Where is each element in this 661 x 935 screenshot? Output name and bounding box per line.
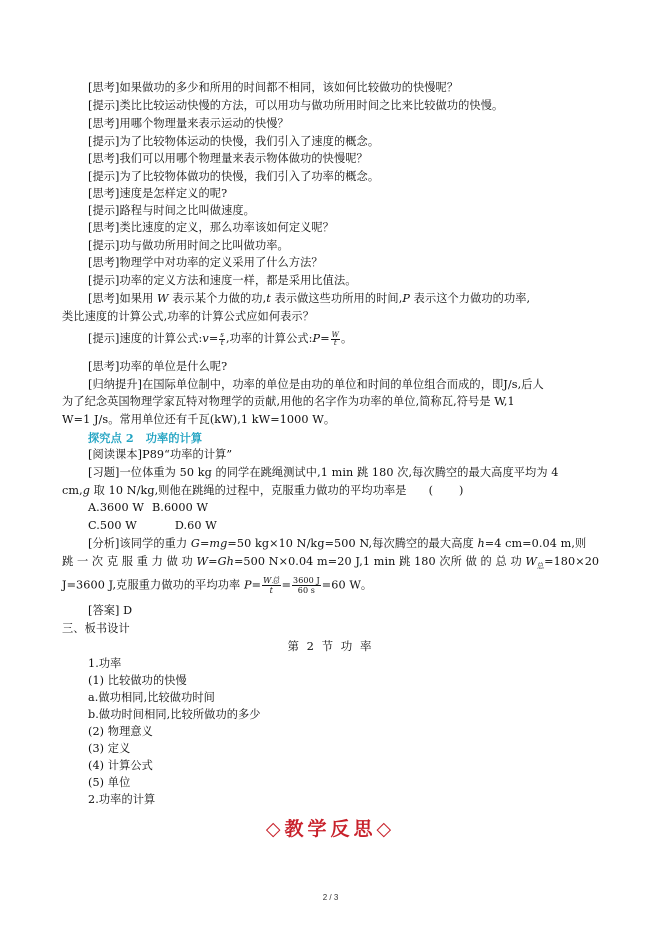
board-item: a.做功相同,比较做功时间 — [88, 691, 215, 704]
board-item: (4) 计算公式 — [88, 759, 153, 772]
options-row-1 — [88, 500, 208, 516]
think-line: [思考]如果做功的多少和所用的时间都不相同，该如何比较做功的快慢呢？ — [88, 81, 459, 94]
analysis-line-2: 跳 一 次 克 服 重 力 做 功 W=Gh=500 N×0.04 m=20 J,1 min 跳 180 次所 做 的 总 功 $W_总=180\times 20$ — [62, 555, 600, 571]
hint-line: [提示]功与做功所用时间之比叫做功率。 — [88, 239, 289, 252]
power-fraction: $\frac{W}{t}$ — [331, 330, 339, 347]
board-title: 第 2 节 功 率 — [287, 639, 374, 653]
analysis-line-3: J=3600 J,克服重力做功的平均功率 P= $\frac{\text{W总}}{t}$ = $\frac{3600 J}{60 s}$ =60 W。 — [62, 576, 373, 595]
exercise-line-2: cm,g 取 10 N/kg,则他在跳绳的过程中，克服重力做功的平均功率是 ( ) — [62, 484, 464, 497]
reading-line: [阅读课本]P89“功率的计算” — [88, 448, 233, 461]
velocity-fraction: $\frac{s}{t}$ — [220, 330, 224, 347]
board-item: 1.功率 — [88, 657, 122, 670]
section-heading: 探究点 2 功率的计算 — [88, 431, 203, 445]
board-item: b.做功时间相同,比较所做功的多少 — [88, 708, 261, 721]
var-t: t — [266, 292, 271, 305]
option-b: B.6000 W — [151, 501, 209, 514]
think-wtp-line-2: 类比速度的计算公式,功率的计算公式应如何表示？ — [62, 310, 314, 323]
var-p: P — [402, 292, 410, 305]
think-line: [思考]用哪个物理量来表示运动的快慢？ — [88, 117, 289, 130]
hint-line: [提示]功率的定义方法和速度一样，都是采用比值法。 — [88, 274, 357, 287]
analysis-line-1: [分析]该同学的重力 G=mg=50 kg×10 N/kg=500 N,每次腾空的最大高度 h=4 cm=0.04 m,则 — [88, 537, 587, 550]
option-a: A.3600 W — [88, 501, 144, 514]
board-item: (3) 定义 — [88, 742, 131, 755]
think-line: [思考]物理学中对功率的定义采用了什么方法？ — [88, 256, 323, 269]
teaching-reflection-heading: ◇教学反思◇ — [265, 818, 396, 840]
think-wtp-line: [思考]如果用 W 表示某个力做的功,t 表示做这些功所用的时间,P 表示这个力做功的功率, — [88, 292, 531, 305]
options-row-2 — [88, 518, 217, 534]
hint-line: [提示]为了比较物体做功的快慢，我们引入了功率的概念。 — [88, 170, 380, 183]
answer-line: [答案] D — [88, 604, 133, 617]
summary-line-3: W=1 J/s。常用单位还有千瓦(kW),1 kW=1000 W。 — [62, 413, 336, 426]
page-number: 2 / 3 — [322, 893, 339, 902]
var-w: W — [157, 292, 169, 305]
board-item: 2.功率的计算 — [88, 793, 156, 806]
hint-line: [提示]路程与时间之比叫做速度。 — [88, 204, 255, 217]
formula-hint-line: [提示]速度的计算公式:v= $\frac{s}{t}$ ,功率的计算公式:P= $\frac{W}{t}$ 。 — [88, 330, 353, 347]
board-item: (1) 比较做功的快慢 — [88, 674, 187, 687]
summary-line-1: [归纳提升]在国际单位制中，功率的单位是由功的单位和时间的单位组合而成的，即J/s,后人 — [88, 378, 544, 391]
option-d: D.60 W — [174, 519, 217, 532]
think-line: [思考]速度是怎样定义的呢? — [88, 187, 228, 200]
summary-line-2: 为了纪念英国物理学家瓦特对物理学的贡献,用他的名字作为功率的单位,简称瓦,符号是 W,1 — [62, 395, 515, 408]
unit-think-line: [思考]功率的单位是什么呢? — [88, 360, 228, 373]
board-item: (5) 单位 — [88, 776, 131, 789]
hint-line: [提示]为了比较物体运动的快慢，我们引入了速度的概念。 — [88, 135, 380, 148]
think-line: [思考]我们可以用哪个物理量来表示物体做功的快慢呢？ — [88, 152, 368, 165]
exercise-line-1: [习题]一位体重为 50 kg 的同学在跳绳测试中,1 min 跳 180 次,每次腾空的最大高度平均为 4 — [88, 466, 559, 479]
avg-power-fraction: $\frac{\text{W总}}{t}$ — [263, 576, 280, 595]
think-line: [思考]类比速度的定义，那么功率该如何定义呢？ — [88, 221, 334, 234]
board-item: (2) 物理意义 — [88, 725, 153, 738]
numeric-fraction: $\frac{3600 J}{60 s}$ — [293, 576, 320, 595]
option-c: C.500 W — [88, 519, 137, 532]
board-heading: 三、板书设计 — [62, 622, 130, 635]
hint-line: [提示]类比比较运动快慢的方法，可以用功与做功所用时间之比来比较做功的快慢。 — [88, 99, 504, 112]
